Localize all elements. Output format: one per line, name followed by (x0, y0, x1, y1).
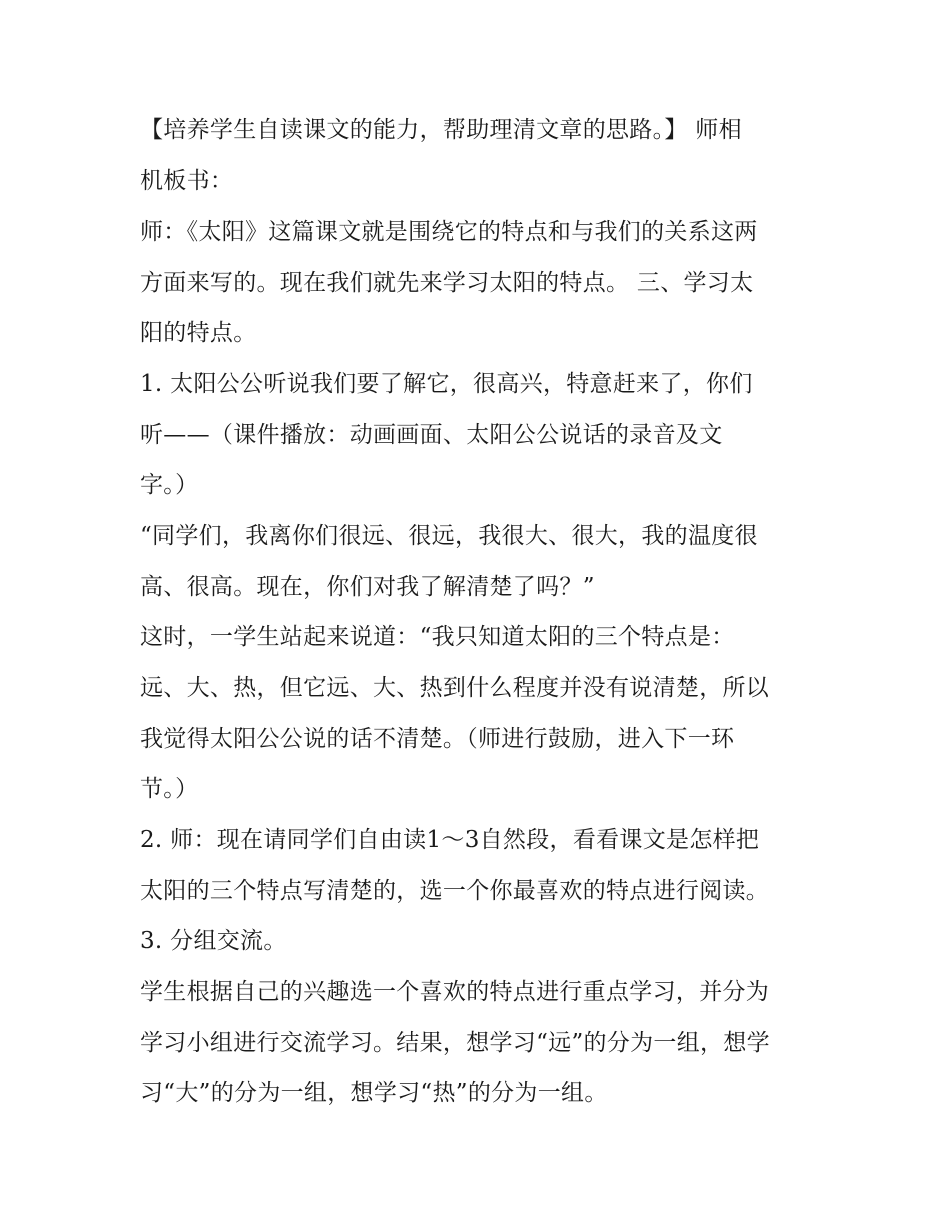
text-line: 学生根据自己的兴趣选一个喜欢的特点进行重点学习，并分为 (140, 979, 770, 1005)
text-line: 学习小组进行交流学习。结果，想学习“远”的分为一组，想学 (140, 1030, 770, 1056)
text-line: 习“大”的分为一组，想学习“热”的分为一组。 (140, 1080, 608, 1106)
text-line: 远、大、热，但它远、大、热到什么程度并没有说清楚，所以 (140, 675, 770, 701)
text-line: 我觉得太阳公公说的话不清楚。（师进行鼓励，进入下一环 (140, 726, 735, 752)
text-line: 太阳的三个特点写清楚的，选一个你最喜欢的特点进行阅读。 (140, 878, 770, 904)
text-line: 这时，一学生站起来说道：“我只知道太阳的三个特点是： (140, 624, 735, 650)
text-line-item-1: 1. 太阳公公听说我们要了解它，很高兴，特意赶来了，你们 (140, 371, 753, 397)
text-line-item-3: 3. 分组交流。 (140, 928, 287, 954)
text-line: 节。） (140, 776, 199, 802)
text-line: 阳的特点。 (140, 320, 257, 346)
text-line-quote: 高、很高。现在，你们对我了解清楚了吗？” (140, 574, 595, 600)
text-line: 字。） (140, 472, 199, 498)
text-line-item-2: 2. 师：现在请同学们自由读1～3自然段，看看课文是怎样把 (140, 827, 760, 853)
text-line: 听——（课件播放：动画画面、太阳公公说话的录音及文 (140, 422, 723, 448)
text-line-objective: 【培养学生自读课文的能力，帮助理清文章的思路。】 师相 (140, 117, 742, 143)
text-line: 师：《太阳》这篇课文就是围绕它的特点和与我们的关系这两 (140, 219, 758, 245)
text-line-quote: “同学们，我离你们很远、很远，我很大、很大，我的温度很 (140, 523, 758, 549)
text-line: 机板书： (140, 168, 234, 194)
text-line: 方面来写的。现在我们就先来学习太阳的特点。 三、学习太 (140, 270, 754, 296)
